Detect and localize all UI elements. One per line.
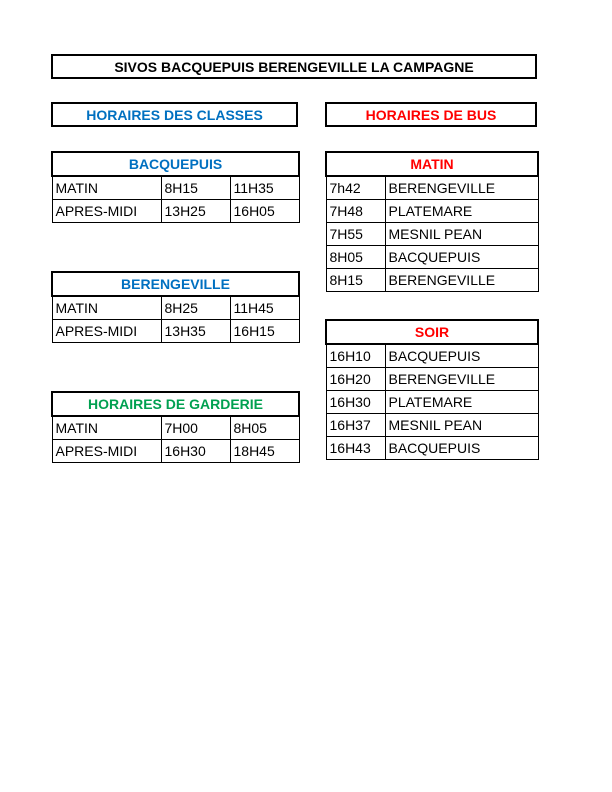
table-row [326,368,538,391]
bus-time: 16H10 [326,344,385,368]
table-row [52,176,299,200]
period-label: APRES-MIDI [52,440,161,463]
berengeville-heading: BERENGEVILLE [52,272,299,296]
start-time: 7H00 [161,416,230,440]
bus-soir-table [325,319,539,460]
bacquepuis-heading: BACQUEPUIS [52,152,299,176]
table-row [326,200,538,223]
page-title [51,54,537,79]
table-row [326,391,538,414]
start-time: 16H30 [161,440,230,463]
bus-matin-table [325,151,539,292]
bus-soir-heading: SOIR [326,320,538,344]
end-time: 16H05 [230,200,299,223]
table-row [52,320,299,343]
bus-time: 16H20 [326,368,385,391]
period-label: APRES-MIDI [52,200,161,223]
table-row [326,437,538,460]
garderie-table [51,391,300,463]
table-row [326,344,538,368]
end-time: 8H05 [230,416,299,440]
end-time: 11H35 [230,176,299,200]
start-time: 8H15 [161,176,230,200]
bus-time: 7H55 [326,223,385,246]
bus-stop: MESNIL PEAN [385,223,538,246]
table-row [326,246,538,269]
bus-stop: BERENGEVILLE [385,368,538,391]
start-time: 8H25 [161,296,230,320]
bus-stop: BACQUEPUIS [385,246,538,269]
table-row [52,416,299,440]
start-time: 13H25 [161,200,230,223]
bus-time: 8H15 [326,269,385,292]
bus-time: 7h42 [326,176,385,200]
table-row [52,440,299,463]
end-time: 16H15 [230,320,299,343]
table-row [326,269,538,292]
bus-stop: BACQUEPUIS [385,437,538,460]
period-label: MATIN [52,176,161,200]
bus-time: 7H48 [326,200,385,223]
bus-stop: BACQUEPUIS [385,344,538,368]
period-label: MATIN [52,416,161,440]
bus-time: 16H43 [326,437,385,460]
bus-stop: BERENGEVILLE [385,176,538,200]
table-row [52,200,299,223]
bus-time: 8H05 [326,246,385,269]
bus-stop: BERENGEVILLE [385,269,538,292]
bus-time: 16H37 [326,414,385,437]
start-time: 13H35 [161,320,230,343]
end-time: 18H45 [230,440,299,463]
bus-stop: MESNIL PEAN [385,414,538,437]
berengeville-table [51,271,300,343]
bus-heading [325,102,537,127]
bus-stop: PLATEMARE [385,200,538,223]
bus-time: 16H30 [326,391,385,414]
table-row [326,176,538,200]
page-title-text: SIVOS BACQUEPUIS BERENGEVILLE LA CAMPAGNE [114,58,474,75]
bus-heading-text: HORAIRES DE BUS [365,106,497,123]
period-label: MATIN [52,296,161,320]
bus-stop: PLATEMARE [385,391,538,414]
table-row [52,296,299,320]
classes-heading [51,102,298,127]
bus-matin-heading: MATIN [326,152,538,176]
table-row [326,414,538,437]
table-row [326,223,538,246]
classes-heading-text: HORAIRES DES CLASSES [86,106,263,123]
bacquepuis-table [51,151,300,223]
end-time: 11H45 [230,296,299,320]
garderie-heading: HORAIRES DE GARDERIE [52,392,299,416]
period-label: APRES-MIDI [52,320,161,343]
